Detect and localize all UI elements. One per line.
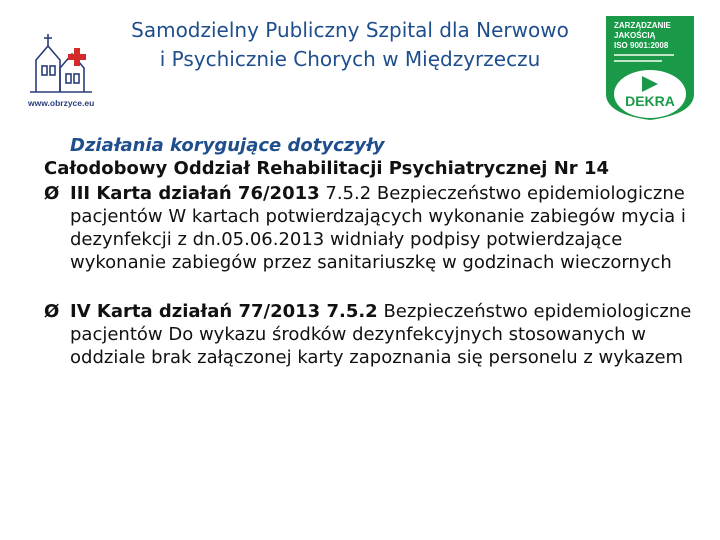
list-item — [44, 300, 694, 369]
red-cross-icon — [68, 48, 86, 66]
bullet-bold-text: III Karta działań 76/2013 — [70, 183, 320, 204]
bullet-text: Bezpieczeństwo epidemiologiczne pacjentów Do wykazu środków dezynfekcyjnych stosowanych w oddziale brak załączonej karty zapoznania się personelu z wykazem — [70, 301, 692, 368]
list-item — [44, 182, 694, 274]
heading-department: Całodobowy Oddział Rehabilitacji Psychiatrycznej Nr 14 — [44, 158, 609, 179]
logo-url: www.obrzyce.eu — [28, 98, 95, 108]
hospital-logo — [26, 30, 100, 112]
title-line-1: Samodzielny Publiczny Szpital dla Nerwowo — [131, 18, 569, 42]
bullet-bold-text: IV Karta działań 77/2013 7.5.2 — [70, 301, 378, 322]
arrow-bullet-icon: Ø — [44, 301, 60, 322]
bullet-text: 7.5.2 Bezpieczeństwo epidemiologiczne pacjentów W kartach potwierdzających wykonanie zabiegów mycia i dezynfekcji z dn.05.06.2013 widniały podpisy potwierdzające wykonanie zabiegów przez sanitariuszkę w godzinach wieczornych — [70, 183, 686, 273]
svg-text:DEKRA: DEKRA — [625, 93, 675, 109]
main-content — [44, 134, 694, 369]
heading-corrective-actions: Działania korygujące dotyczyły — [70, 135, 385, 156]
svg-text:JAKOŚCIĄ: JAKOŚCIĄ — [614, 31, 656, 40]
dekra-certificate-logo — [602, 14, 698, 122]
svg-text:ISO 9001:2008: ISO 9001:2008 — [614, 41, 669, 50]
title-line-2: i Psychicznie Chorych w Międzyrzeczu — [159, 47, 541, 71]
arrow-bullet-icon: Ø — [44, 183, 60, 204]
page-title — [100, 16, 600, 74]
svg-text:ZARZĄDZANIE: ZARZĄDZANIE — [614, 21, 671, 30]
